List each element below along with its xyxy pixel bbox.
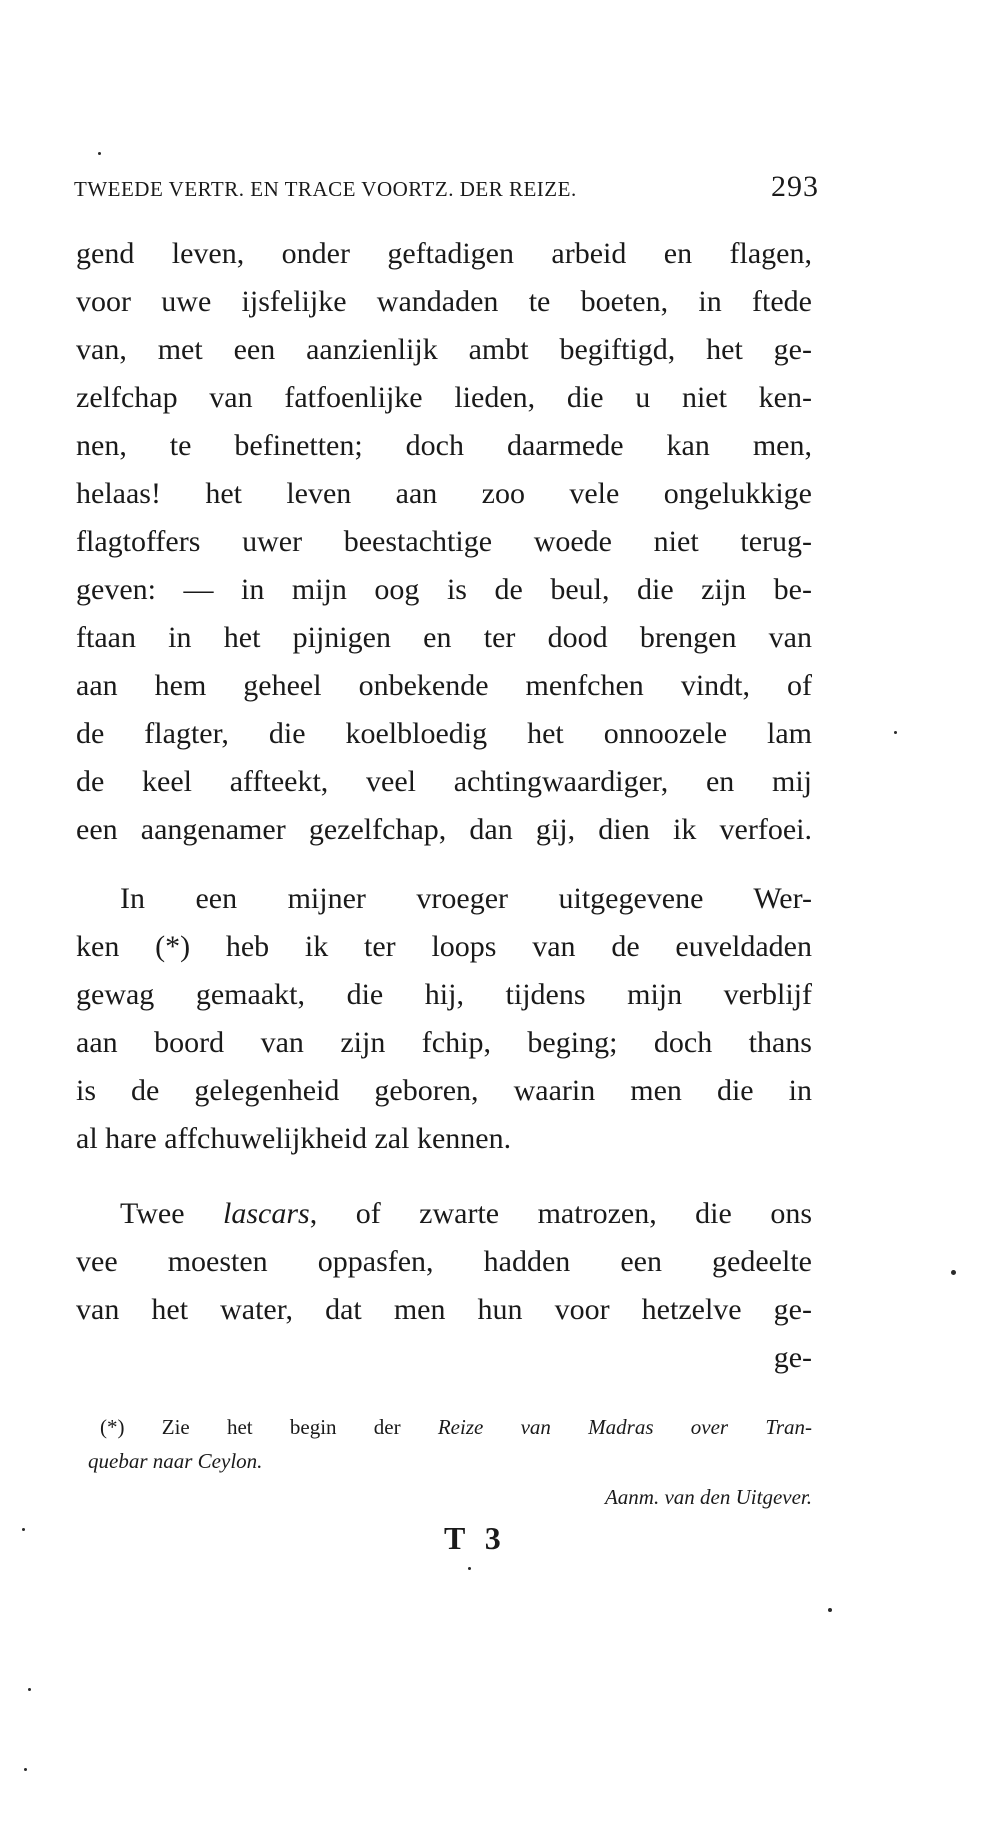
paragraph-3 — [76, 1190, 812, 1382]
text-line: ftaan in het pijnigen en ter dood brengen van — [76, 621, 812, 654]
text-line: een aangenamer gezelfchap, dan gij, dien ik verfoei. — [76, 813, 812, 846]
scan-speck — [894, 731, 897, 734]
text-line: van het water, dat men hun voor hetzelve ge- — [76, 1293, 812, 1326]
text-line: nen, te befinetten; doch daarmede kan men, — [76, 429, 812, 462]
footnote-title: Reize van Madras over Tran- — [437, 1415, 813, 1439]
footnote-title-continued: quebar naar Ceylon. — [88, 1449, 263, 1473]
text-line: helaas! het leven aan zoo vele ongelukkige — [76, 477, 812, 510]
text-line: aan hem geheel onbekende menfchen vindt, of — [76, 669, 812, 702]
catchword: ge- — [773, 1341, 812, 1374]
text-line: aan boord van zijn fchip, beging; doch thans — [76, 1026, 812, 1059]
text-line: zelfchap van fatfoenlijke lieden, die u niet ken- — [76, 381, 812, 414]
text-line: ken (*) heb ik ter loops van de euveldaden — [76, 930, 812, 963]
text-line: geven: — in mijn oog is de beul, die zijn be- — [76, 573, 812, 606]
running-header — [74, 170, 819, 204]
signature-mark: T 3 — [444, 1520, 507, 1556]
text-line: is de gelegenheid geboren, waarin men die in — [76, 1074, 812, 1107]
scan-speck — [28, 1688, 31, 1691]
page-number: 293 — [771, 170, 819, 203]
paragraph-1 — [76, 230, 812, 854]
text-segment: Twee — [120, 1197, 224, 1230]
text-line: al hare affchuwelijkheid zal kennen. — [76, 1122, 512, 1155]
paragraph-2 — [76, 875, 812, 1163]
text-line: flagtoffers uwer beestachtige woede niet terug- — [76, 525, 812, 558]
text-line: de flagter, die koelbloedig het onnoozele lam — [76, 717, 812, 750]
text-line: van, met een aanzienlijk ambt begiftigd, het ge- — [76, 333, 812, 366]
footnote-attribution: Aanm. van den Uitgever. — [604, 1485, 812, 1509]
italic-term: lascars — [223, 1197, 310, 1230]
text-line: voor uwe ijsfelijke wandaden te boeten, in ftede — [76, 285, 812, 318]
footnote-marker: (*) Zie het begin der — [100, 1415, 438, 1439]
text-line: vee moesten oppasfen, hadden een gedeelte — [76, 1245, 812, 1278]
scan-speck — [22, 1528, 25, 1531]
footnote-line — [100, 1410, 812, 1444]
running-title: TWEEDE VERTR. EN TRACE VOORTZ. DER REIZE. — [74, 177, 577, 201]
scan-speck — [24, 1768, 27, 1771]
scan-speck — [468, 1567, 471, 1570]
scan-speck — [98, 152, 101, 155]
text-segment: , of zwarte matrozen, die ons — [309, 1197, 812, 1230]
scan-speck — [828, 1608, 832, 1612]
footnote — [88, 1410, 813, 1514]
text-line: de keel affteekt, veel achtingwaardiger, en mij — [76, 765, 812, 798]
text-line: gend leven, onder geftadigen arbeid en flagen, — [76, 237, 812, 270]
text-line-first — [76, 1190, 812, 1238]
text-line: gewag gemaakt, die hij, tijdens mijn verblijf — [76, 978, 812, 1011]
scan-speck — [951, 1270, 956, 1275]
text-line: In een mijner vroeger uitgegevene Wer- — [120, 882, 812, 915]
